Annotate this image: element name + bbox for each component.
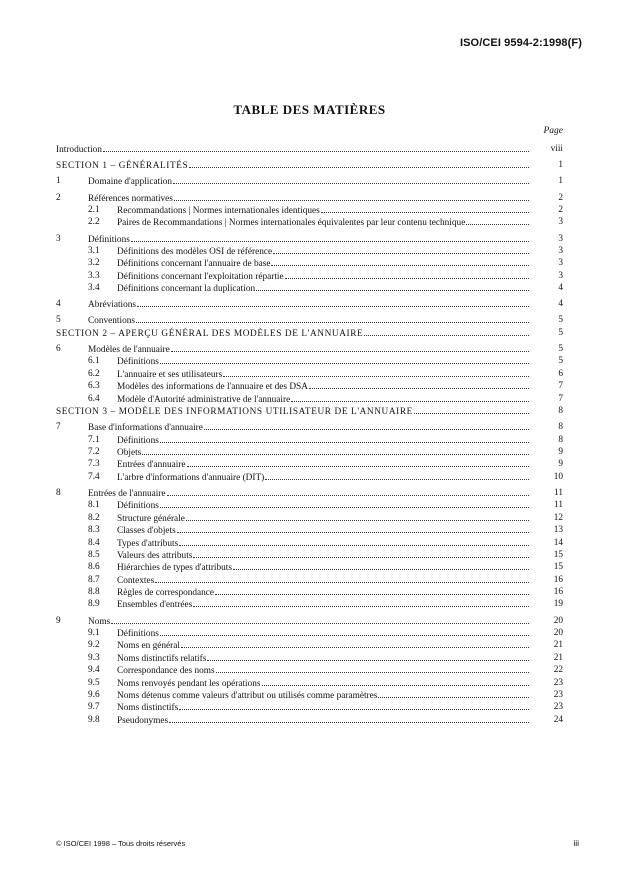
toc-entry-title: Définitions concernant la duplication [117, 284, 256, 295]
toc-entry-title: Correspondance des noms [117, 666, 215, 677]
dot-leader [273, 245, 529, 254]
toc-entry-title: Noms distinctifs relatifs [117, 653, 207, 664]
toc-entry-page: 9 [558, 446, 563, 457]
toc-entry-number: 3.3 [88, 270, 100, 281]
toc-entry-title: Ensembles d'entrées [117, 600, 193, 611]
toc-entry [56, 355, 563, 367]
toc-entry [56, 233, 563, 245]
toc-entry-page: 23 [553, 689, 563, 700]
dot-leader [131, 233, 529, 242]
toc-entry [56, 159, 563, 171]
toc-entry-title: Domaine d'application [88, 177, 173, 188]
toc-entry-number: 3.1 [88, 245, 100, 256]
dot-leader [256, 282, 529, 291]
toc-entry [56, 368, 563, 380]
toc-entry-title: Définitions [117, 629, 159, 640]
dot-leader [111, 615, 529, 624]
toc-entry-page: 14 [553, 537, 563, 548]
toc-entry-number: 7.4 [88, 471, 100, 482]
toc-entry-title: Entrées d'annuaire [117, 460, 186, 471]
toc-entry [56, 677, 563, 689]
toc-entry-title: Introduction [56, 145, 102, 155]
toc-entry [56, 499, 563, 511]
toc-entry-number: 9.8 [88, 714, 100, 725]
toc-entry-title: Définitions [117, 435, 159, 446]
toc-entry-number: 9.3 [88, 652, 100, 663]
toc-entry-title: Pseudonymes [117, 715, 169, 726]
dot-leader [285, 270, 529, 279]
toc-entry-page: 11 [554, 487, 563, 498]
dot-leader [173, 175, 529, 184]
toc-entry [56, 574, 563, 586]
toc-entry-page: 6 [558, 368, 563, 379]
toc-entry [56, 175, 563, 187]
toc-entry-number: 6.2 [88, 368, 100, 379]
toc-entry-number: 9.7 [88, 702, 100, 713]
toc-entry [56, 298, 563, 310]
dot-leader [215, 586, 529, 595]
dot-leader [103, 143, 529, 152]
toc-entry-title: Noms en général [117, 641, 180, 652]
toc-entry [56, 537, 563, 549]
dot-leader [160, 434, 529, 443]
toc-entry-page: 11 [554, 500, 563, 511]
toc-entry-page: 13 [553, 525, 563, 536]
toc-entry-title: Noms renvoyés pendant les opérations [117, 678, 261, 689]
toc-entry-number: 8.3 [88, 525, 100, 536]
dot-leader [179, 701, 529, 710]
toc-entry [56, 204, 563, 216]
toc-entry [56, 192, 563, 204]
toc-entry [56, 380, 563, 392]
toc-entry [56, 343, 563, 355]
dot-leader [466, 216, 529, 225]
toc-entry [56, 524, 563, 536]
toc-entry-title: L'annuaire et ses utilisateurs [117, 369, 223, 380]
dot-leader [271, 257, 529, 266]
toc-entry-title: SECTION 2 – APERÇU GÉNÉRAL DES MODÈLES DE L'ANNUAIRE [56, 328, 364, 339]
toc-entry [56, 282, 563, 294]
toc-entry-title: Modèles de l'annuaire [88, 345, 170, 356]
toc-entry-title: Définitions [88, 234, 130, 245]
toc-entry-page: viii [550, 144, 563, 154]
dot-leader [321, 204, 529, 213]
dot-leader [137, 298, 529, 307]
toc-entry [56, 216, 563, 228]
toc-entry [56, 471, 563, 483]
toc-entry-number: 8.4 [88, 537, 100, 548]
toc-entry-page: 8 [558, 406, 563, 416]
toc-entry-title: Conventions [88, 316, 136, 327]
toc-entry-number: 8.8 [88, 587, 100, 598]
toc-entry-number: 3.2 [88, 258, 100, 269]
toc-entry-number: 7.1 [88, 434, 100, 445]
toc-entry-number: 6.1 [88, 356, 100, 367]
toc-entry-page: 24 [553, 714, 563, 725]
toc-entry [56, 652, 563, 664]
toc-entry-page: 5 [558, 356, 563, 367]
toc-entry-page: 22 [553, 665, 563, 676]
dot-leader [169, 714, 529, 723]
dot-leader [187, 458, 529, 467]
toc-entry [56, 245, 563, 257]
toc-entry-page: 4 [558, 299, 563, 310]
toc-entry-page: 3 [558, 245, 563, 256]
toc-entry-number: 2.1 [88, 204, 100, 215]
toc-entry-title: Définitions des modèles OSI de référence [117, 246, 273, 257]
toc-entry-page: 20 [553, 615, 563, 626]
toc-entry-title: Base d'informations d'annuaire [88, 423, 203, 434]
toc-entry-number: 8.5 [88, 549, 100, 560]
dot-leader [171, 343, 529, 352]
dot-leader [174, 192, 529, 201]
toc-entry [56, 615, 563, 627]
page-column-label: Page [543, 126, 563, 136]
dot-leader [160, 499, 529, 508]
toc-entry-page: 3 [558, 217, 563, 228]
toc-entry-page: 12 [553, 512, 563, 523]
toc-entry-number: 9.6 [88, 689, 100, 700]
toc-entry [56, 393, 563, 405]
toc-entry-number: 3 [56, 233, 61, 244]
toc-entry-title: Structure générale [117, 513, 185, 524]
toc-entry-page: 3 [558, 258, 563, 269]
toc-entry-title: Modèles des informations de l'annuaire et des DSA [117, 382, 308, 393]
toc-entry-page: 7 [558, 393, 563, 404]
toc-entry-number: 9 [56, 615, 61, 626]
toc-entry-page: 21 [553, 640, 563, 651]
dot-leader [193, 598, 529, 607]
dot-leader [186, 512, 529, 521]
dot-leader [309, 380, 529, 389]
toc-entry [56, 512, 563, 524]
dot-leader [179, 537, 529, 546]
dot-leader [414, 405, 529, 414]
dot-leader [160, 627, 529, 636]
dot-leader [378, 689, 529, 698]
toc-entry-number: 7.2 [88, 446, 100, 457]
toc-entry-number: 8.1 [88, 500, 100, 511]
toc-entry [56, 714, 563, 726]
dot-leader [189, 159, 529, 168]
toc-entry-number: 9.1 [88, 628, 100, 639]
toc-entry-title: Objets [117, 447, 142, 458]
toc-entry [56, 586, 563, 598]
toc-entry-number: 6.4 [88, 393, 100, 404]
toc-entry-title: Abréviations [88, 300, 137, 311]
toc-entry-page: 5 [558, 344, 563, 355]
dot-leader [177, 524, 529, 533]
toc-entry-number: 8.2 [88, 512, 100, 523]
toc-entry-title: Définitions [117, 357, 159, 368]
toc-entry-page: 2 [558, 192, 563, 203]
dot-leader [216, 664, 529, 673]
toc-entry-title: Noms [88, 616, 111, 627]
toc-entry-number: 8.6 [88, 562, 100, 573]
toc-entry [56, 446, 563, 458]
toc-entry-page: 23 [553, 677, 563, 688]
toc-entry-title: Valeurs des attributs [117, 550, 193, 561]
dot-leader [155, 574, 529, 583]
toc-entry-number: 9.2 [88, 640, 100, 651]
toc-entry-number: 2 [56, 192, 61, 203]
toc-entry [56, 664, 563, 676]
toc-entry-title: L'arbre d'informations d'annuaire (DIT) [117, 472, 265, 483]
toc-entry-title: Règles de correspondance [117, 588, 215, 599]
toc-entry [56, 270, 563, 282]
toc-entry-title: SECTION 1 – GÉNÉRALITÉS [56, 161, 189, 172]
dot-leader [193, 549, 529, 558]
toc-entry-page: 10 [553, 471, 563, 482]
toc-entry-page: 1 [558, 176, 563, 187]
toc-entry-title: Références normatives [88, 193, 173, 204]
toc-entry-page: 7 [558, 381, 563, 392]
toc-entry [56, 627, 563, 639]
dot-leader [136, 314, 529, 323]
toc-entry-page: 8 [558, 434, 563, 445]
toc-entry-title: SECTION 3 – MODÈLE DES INFORMATIONS UTILISATEUR DE L'ANNUAIRE [56, 407, 413, 417]
toc-entry [56, 701, 563, 713]
toc-entry-number: 3.4 [88, 283, 100, 294]
toc-entry [56, 561, 563, 573]
toc-entry-number: 2.2 [88, 217, 100, 228]
toc-entry-page: 2 [558, 204, 563, 215]
toc-entry-title: Paires de Recommandations | Normes internationales équivalentes par leur contenu technique [117, 218, 466, 229]
document-header: ISO/CEI 9594-2:1998(F) [459, 37, 582, 49]
toc-entry-page: 16 [553, 587, 563, 598]
toc-entry-page: 3 [558, 270, 563, 281]
toc-entry [56, 639, 563, 651]
toc-entry [56, 434, 563, 446]
toc-entry-number: 9.5 [88, 677, 100, 688]
toc-entry-title: Types d'attributs [117, 538, 179, 549]
toc-entry-title: Classes d'objets [117, 526, 176, 537]
dot-leader [142, 446, 529, 455]
toc-entry-title: Noms détenus comme valeurs d'attribut ou utilisés comme paramètres [117, 690, 378, 701]
footer-page-number: iii [573, 838, 579, 848]
toc-entry-number: 8 [56, 487, 61, 498]
toc-entry-page: 1 [558, 160, 563, 171]
toc-entry-title: Modèle d'Autorité administrative de l'annuaire [117, 394, 291, 405]
page-title: TABLE DES MATIÈRES [233, 102, 386, 117]
toc-entry [56, 257, 563, 269]
toc-entry-number: 5 [56, 315, 61, 326]
dot-leader [204, 421, 529, 430]
toc-entry-title: Définitions [117, 501, 159, 512]
toc-entry-page: 5 [558, 327, 563, 338]
toc-entry-page: 8 [558, 422, 563, 433]
toc-entry-number: 6 [56, 344, 61, 355]
dot-leader [265, 471, 529, 480]
toc-entry [56, 143, 563, 155]
toc-entry-title: Contextes [117, 575, 155, 586]
toc-entry-number: 8.9 [88, 599, 100, 610]
toc-entry [56, 421, 563, 433]
dot-leader [160, 355, 529, 364]
toc-entry-page: 21 [553, 652, 563, 663]
dot-leader [364, 327, 529, 336]
toc-entry-title: Entrées de l'annuaire [88, 488, 166, 499]
toc-entry-page: 3 [558, 233, 563, 244]
dot-leader [223, 368, 529, 377]
toc-entry [56, 689, 563, 701]
toc-entry [56, 598, 563, 610]
toc-entry-page: 5 [558, 315, 563, 326]
toc-entry-page: 9 [558, 459, 563, 470]
dot-leader [207, 652, 529, 661]
dot-leader [233, 561, 529, 570]
dot-leader [167, 487, 529, 496]
toc-entry-page: 16 [553, 574, 563, 585]
toc-entry-number: 7.3 [88, 459, 100, 470]
toc-entry-page: 23 [553, 702, 563, 713]
toc-entry [56, 458, 563, 470]
toc-entry-title: Hiérarchies de types d'attributs [117, 563, 233, 574]
toc-entry-number: 6.3 [88, 381, 100, 392]
dot-leader [262, 677, 529, 686]
toc-entry-page: 19 [553, 599, 563, 610]
toc-entry-page: 15 [553, 549, 563, 560]
toc-entry [56, 549, 563, 561]
toc-entry-title: Recommandations | Normes internationales identiques [117, 205, 320, 216]
toc-entry [56, 405, 563, 417]
toc-entry [56, 314, 563, 326]
toc-entry-title: Définitions concernant l'exploitation répartie [117, 271, 284, 282]
toc-entry-number: 8.7 [88, 574, 100, 585]
toc-entry-number: 1 [56, 176, 61, 187]
footer-copyright: © ISO/CEI 1998 – Tous droits réservés [56, 839, 186, 848]
toc-entry [56, 327, 563, 339]
dot-leader [291, 393, 529, 402]
toc-entry-number: 4 [56, 299, 61, 310]
toc-entry-number: 7 [56, 422, 61, 433]
dot-leader [181, 639, 529, 648]
toc-entry-page: 15 [553, 562, 563, 573]
toc-entry-page: 4 [558, 283, 563, 294]
toc-entry-title: Noms distinctifs [117, 703, 179, 714]
toc-entry [56, 487, 563, 499]
toc-entry-page: 20 [553, 628, 563, 639]
table-of-contents [56, 143, 563, 726]
toc-entry-number: 9.4 [88, 665, 100, 676]
toc-entry-title: Définitions concernant l'annuaire de base [117, 259, 271, 270]
